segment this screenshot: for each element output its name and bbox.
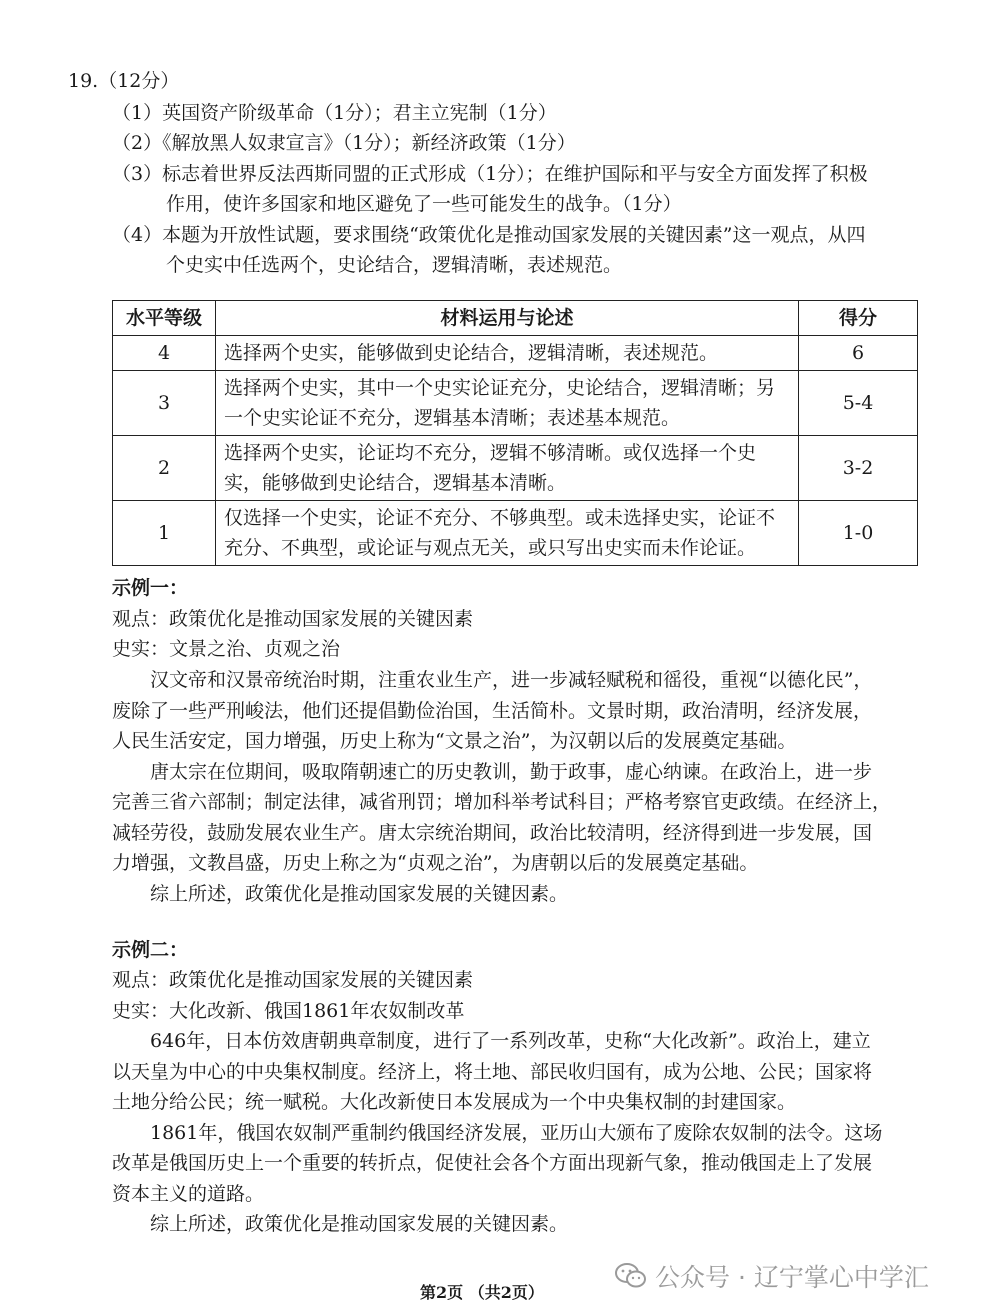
- example-1-line: 力增强，文教昌盛，历史上称之为“贞观之治”，为唐朝以后的发展奠定基础。: [112, 852, 759, 874]
- answer-part-2: （2）《解放黑人奴隶宣言》（1分）；新经济政策（1分）: [112, 132, 576, 154]
- example-2-line: 改革是俄国历史上一个重要的转折点，促使社会各个方面出现新气象，推动俄国走上了发展: [112, 1152, 873, 1174]
- score-cell: 6: [799, 336, 918, 371]
- table-row: [113, 371, 918, 436]
- example-2-viewpoint: 观点：政策优化是推动国家发展的关键因素: [112, 969, 474, 991]
- answer-part-1: （1）英国资产阶级革命（1分）；君主立宪制（1分）: [112, 102, 557, 124]
- description-cell: 选择两个史实，能够做到史论结合，逻辑清晰，表述规范。: [216, 336, 799, 371]
- example-2-line: 资本主义的道路。: [112, 1183, 265, 1205]
- example-2-line: 以天皇为中心的中央集权制度。经济上，将土地、部民收归国有，成为公地、公民；国家将: [112, 1061, 873, 1083]
- answer-part-4: （4）本题为开放性试题，要求围绕“政策优化是推动国家发展的关键因素”这一观点，从四: [112, 224, 866, 246]
- example-2-conclusion: 综上所述，政策优化是推动国家发展的关键因素。: [150, 1213, 569, 1235]
- answer-part-3-cont: 作用，使许多国家和地区避免了一些可能发生的战争。（1分）: [166, 193, 682, 215]
- example-2-facts: 史实：大化改新、俄国1861年农奴制改革: [112, 1000, 465, 1022]
- description-cell: 选择两个史实，其中一个史实论证充分，史论结合，逻辑清晰；另一个史实论证不充分，逻辑基本清晰；表述基本规范。: [216, 371, 799, 436]
- table-row: [113, 501, 918, 566]
- example-2-line: 土地分给公民；统一赋税。大化改新使日本发展成为一个中央集权制的封建国家。: [112, 1091, 797, 1113]
- watermark: [615, 1258, 929, 1294]
- example-2-line: 1861年，俄国农奴制严重制约俄国经济发展，亚历山大颁布了废除农奴制的法令。这场: [150, 1122, 883, 1144]
- level-cell: 1: [113, 501, 216, 566]
- example-1-line: 减轻劳役，鼓励发展农业生产。唐太宗统治期间，政治比较清明，经济得到进一步发展，国: [112, 822, 873, 844]
- example-1-title: 示例一：: [112, 577, 189, 599]
- scoring-table: [112, 300, 918, 566]
- watermark-text: 公众号 · 辽宁掌心中学汇: [655, 1263, 929, 1292]
- example-1-line: 人民生活安定，国力增强，历史上称为“文景之治”，为汉朝以后的发展奠定基础。: [112, 730, 797, 752]
- answer-part-3: （3）标志着世界反法西斯同盟的正式形成（1分）；在维护国际和平与安全方面发挥了积极: [112, 163, 868, 185]
- example-1-line: 完善三省六部制；制定法律，减省刑罚；增加科举考试科目；严格考察官吏政绩。在经济上，: [112, 791, 892, 813]
- table-row: [113, 336, 918, 371]
- header-level: 水平等级: [113, 301, 216, 336]
- example-2-title: 示例二：: [112, 939, 189, 961]
- score-cell: 3-2: [799, 436, 918, 501]
- description-cell: 选择两个史实，论证均不充分，逻辑不够清晰。或仅选择一个史实，能够做到史论结合，逻辑基本清晰。: [216, 436, 799, 501]
- example-1-viewpoint: 观点：政策优化是推动国家发展的关键因素: [112, 608, 474, 630]
- example-1-line: 汉文帝和汉景帝统治时期，注重农业生产，进一步减轻赋税和徭役，重视“以德化民”，: [150, 669, 873, 691]
- example-1-facts: 史实：文景之治、贞观之治: [112, 638, 341, 660]
- table-header-row: [113, 301, 918, 336]
- header-description: 材料运用与论述: [216, 301, 799, 336]
- score-cell: 1-0: [799, 501, 918, 566]
- example-2-line: 646年，日本仿效唐朝典章制度，进行了一系列改革，史称“大化改新”。政治上，建立: [150, 1030, 871, 1052]
- page-footer: 第2页 （共2页）: [420, 1283, 544, 1302]
- question-header: 19.（12分）: [68, 70, 180, 92]
- description-cell: 仅选择一个史实，论证不充分、不够典型。或未选择史实，论证不充分、不典型，或论证与观点无关，或只写出史实而未作论证。: [216, 501, 799, 566]
- example-1-line: 唐太宗在位期间，吸取隋朝速亡的历史教训，勤于政事，虚心纳谏。在政治上，进一步: [150, 761, 873, 783]
- table-row: [113, 436, 918, 501]
- example-1-line: 废除了一些严刑峻法，他们还提倡勤俭治国，生活简朴。文景时期，政治清明，经济发展，: [112, 700, 873, 722]
- level-cell: 3: [113, 371, 216, 436]
- example-1-conclusion: 综上所述，政策优化是推动国家发展的关键因素。: [150, 883, 569, 905]
- wechat-icon: [615, 1262, 647, 1290]
- score-cell: 5-4: [799, 371, 918, 436]
- answer-part-4-cont: 个史实中任选两个，史论结合，逻辑清晰，表述规范。: [166, 254, 623, 276]
- level-cell: 4: [113, 336, 216, 371]
- header-score: 得分: [799, 301, 918, 336]
- level-cell: 2: [113, 436, 216, 501]
